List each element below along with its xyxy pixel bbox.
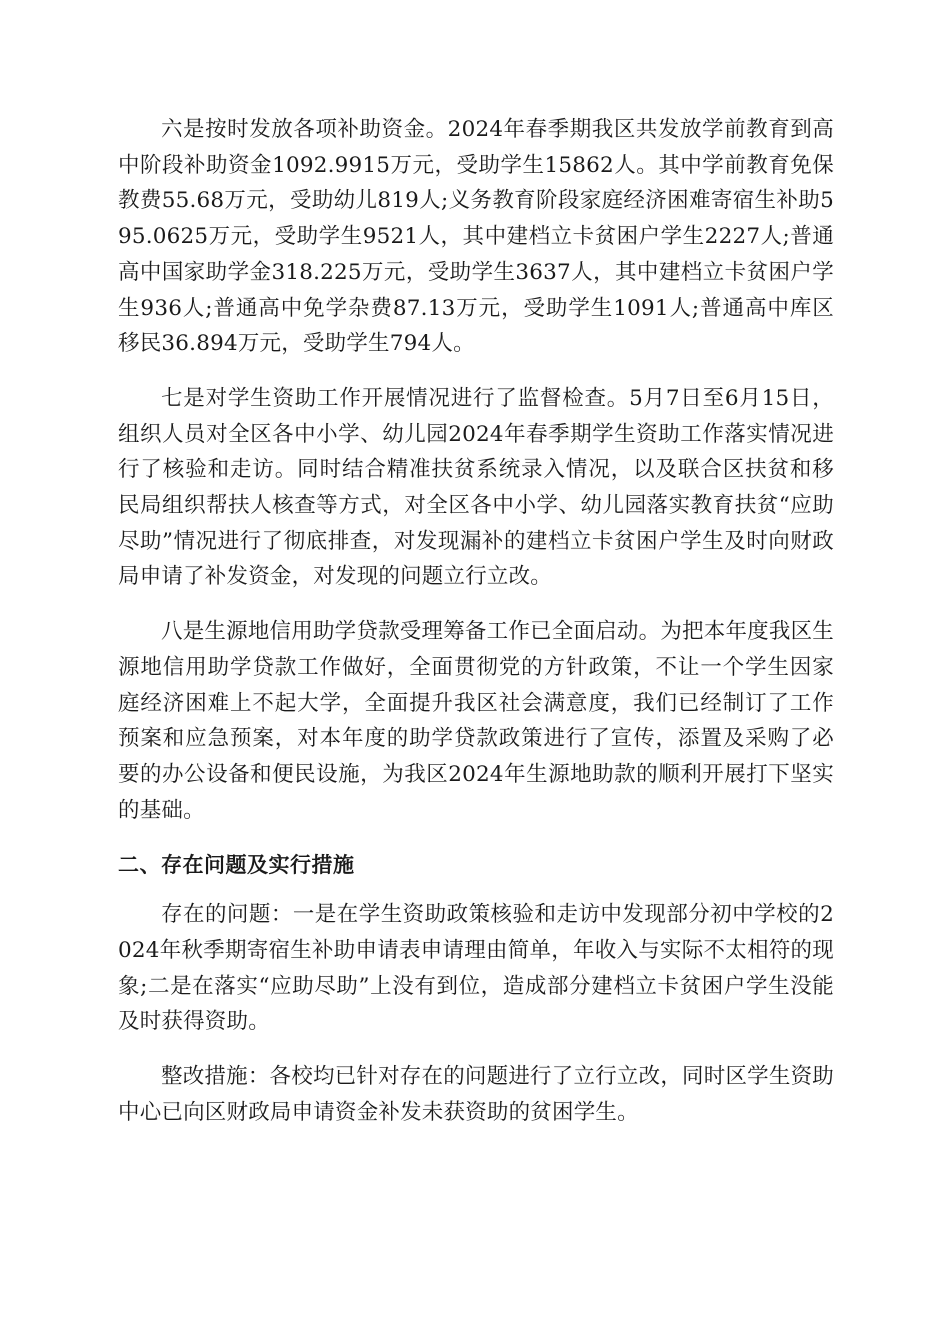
document-page	[118, 112, 834, 1131]
paragraph-gap	[118, 1040, 834, 1059]
paragraph-gap	[118, 828, 834, 847]
paragraph-student-loan-preparation: 八是生源地信用助学贷款受理筹备工作已全面启动。为把本年度我区生源地信用助学贷款工作做好，全面贯彻党的方针政策，不让一个学生因家庭经济困难上不起大学，全面提升我区社会满意度，我们已经制订了工作预案和应急预案，对本年度的助学贷款政策进行了宣传，添置及采购了必要的办公设备和便民设施，为我区2024年生源地助款的顺利开展打下坚实的基础。	[118, 619, 834, 823]
paragraph-gap	[118, 595, 834, 614]
paragraph-existing-problems: 存在的问题：一是在学生资助政策核验和走访中发现部分初中学校的2024年秋季期寄宿生补助申请表申请理由简单，年收入与实际不太相符的现象;二是在落实“应助尽助”上没有到位，造成部分建档立卡贫困户学生没能及时获得资助。	[118, 902, 834, 1035]
paragraph-gap	[118, 362, 834, 381]
paragraph-corrective-measures: 整改措施：各校均已针对存在的问题进行了立行立改，同时区学生资助中心已向区财政局申请资金补发未获资助的贫困学生。	[118, 1064, 834, 1125]
paragraph-supervision-inspection: 七是对学生资助工作开展情况进行了监督检查。5月7日至6月15日，组织人员对全区各中小学、幼儿园2024年春季期学生资助工作落实情况进行了核验和走访。同时结合精准扶贫系统录入情况，以及联合区扶贫和移民局组织帮扶人核查等方式，对全区各中小学、幼儿园落实教育扶贫“应助尽助”情况进行了彻底排查，对发现漏补的建档立卡贫困户学生及时向财政局申请了补发资金，对发现的问题立行立改。	[118, 385, 834, 590]
paragraph-gap	[118, 883, 834, 897]
paragraph-subsidy-distribution: 六是按时发放各项补助资金。2024年春季期我区共发放学前教育到高中阶段补助资金1092.9915万元，受助学生15862人。其中学前教育免保教费55.68万元，受助幼儿819人;义务教育阶段家庭经济困难寄宿生补助595.0625万元，受助学生9521人，其中建档立卡贫困户学生2227人;普通高中国家助学金318.225万元，受助学生3637人，其中建档立卡贫困户学生936人;普通高中免学杂费87.13万元，受助学生1091人;普通高中库区移民36.894万元，受助学生794人。	[118, 117, 834, 357]
section-heading-problems-measures: 二、存在问题及实行措施	[118, 853, 355, 878]
